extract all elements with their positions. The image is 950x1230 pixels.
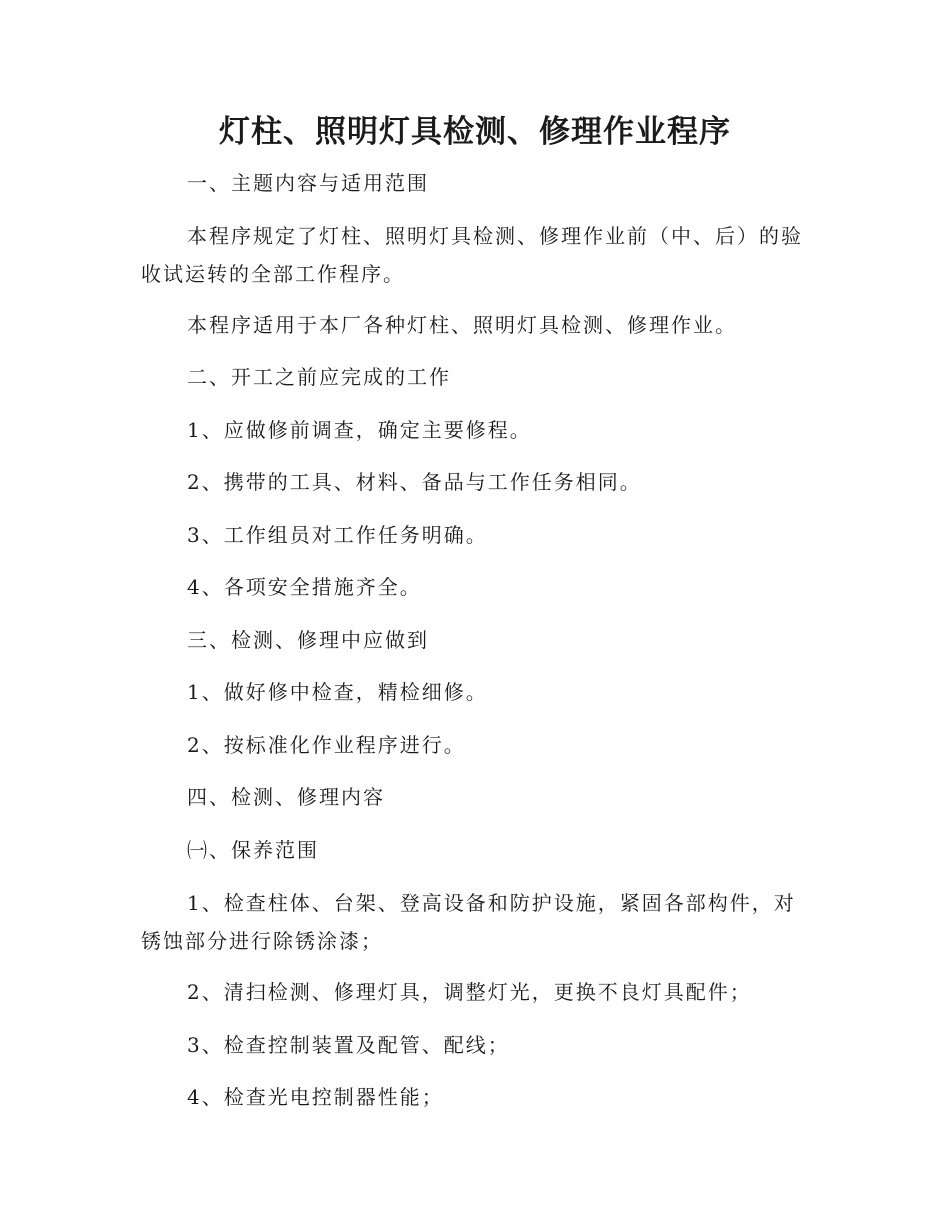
list-item: 1、检查柱体、台架、登高设备和防护设施，紧固各部构件，对锈蚀部分进行除锈涂漆；	[141, 891, 796, 953]
list-item: 4、检查光电控制器性能；	[187, 1085, 444, 1109]
list-item: 3、工作组员对工作任务明确。	[187, 523, 488, 547]
section-heading-4: 四、检测、修理内容	[187, 785, 385, 809]
list-item: 2、按标准化作业程序进行。	[187, 733, 466, 757]
section-heading-3: 三、检测、修理中应做到	[187, 628, 429, 652]
document-title: 灯柱、照明灯具检测、修理作业程序	[219, 114, 731, 150]
list-item: 2、携带的工具、材料、备品与工作任务相同。	[187, 470, 642, 494]
list-item: 3、检查控制装置及配管、配线；	[187, 1033, 510, 1057]
section-heading-1: 一、主题内容与适用范围	[187, 171, 429, 195]
list-item: 1、做好修中检查，精检细修。	[187, 680, 488, 704]
paragraph-scope: 本程序规定了灯柱、照明灯具检测、修理作业前（中、后）的验收试运转的全部工作程序。	[141, 224, 803, 286]
subsection-heading: ㈠、保养范围	[187, 838, 319, 862]
paragraph-applicability: 本程序适用于本厂各种灯柱、照明灯具检测、修理作业。	[187, 313, 737, 337]
list-item: 1、应做修前调查，确定主要修程。	[187, 418, 532, 442]
section-heading-2: 二、开工之前应完成的工作	[187, 365, 451, 389]
list-item: 4、各项安全措施齐全。	[187, 575, 422, 599]
list-item: 2、清扫检测、修理灯具，调整灯光，更换不良灯具配件；	[187, 980, 752, 1004]
